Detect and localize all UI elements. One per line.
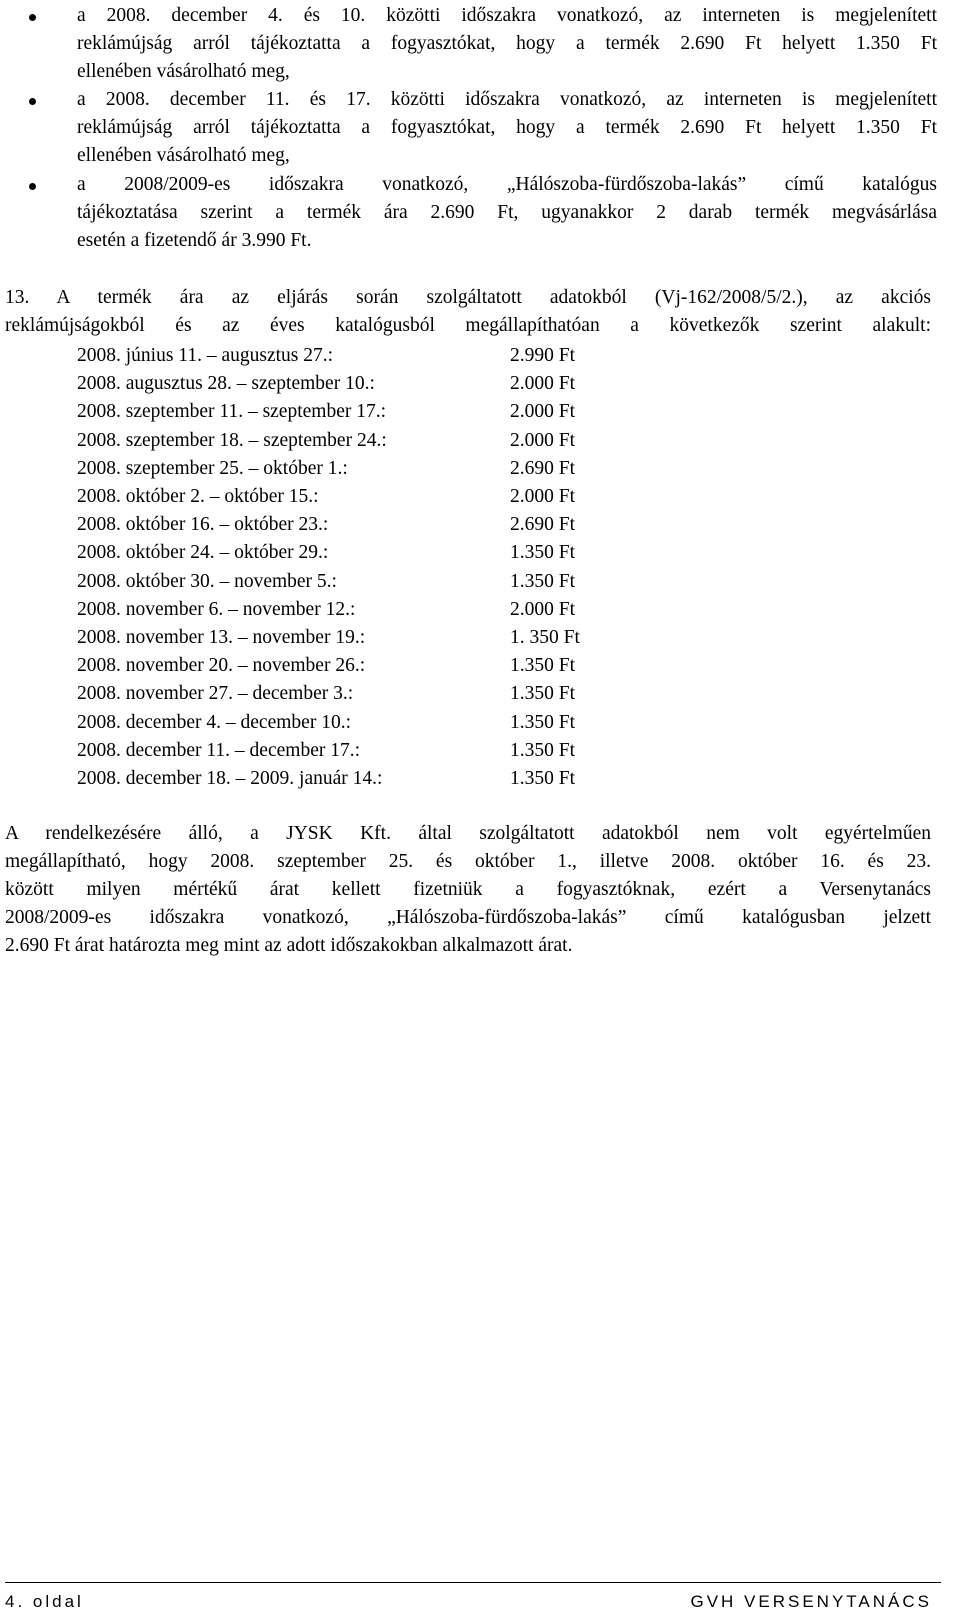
price-period: 2008. november 27. – december 3.: <box>77 683 354 705</box>
bullet-line: reklámújság arról tájékoztatta a fogyasztókat, hogy a termék 2.690 Ft helyett 1.350 Ft <box>77 117 937 138</box>
price-period: 2008. szeptember 18. – szeptember 24.: <box>77 429 387 451</box>
price-value: 2.000 Ft <box>510 429 576 451</box>
price-value: 2.990 Ft <box>510 345 576 366</box>
price-value: 1.350 Ft <box>510 655 576 677</box>
footer-page-number: 4. oldal <box>5 1592 84 1611</box>
price-period: 2008. november 13. – november 19.: <box>77 627 366 648</box>
price-value: 2.000 Ft <box>510 401 576 423</box>
paragraph-line: 2.690 Ft árat határozta meg mint az adott időszakokban alkalmazott árat. <box>5 935 573 956</box>
price-value: 2.000 Ft <box>510 486 576 507</box>
bullet-line: ellenében vásárolható meg, <box>77 145 290 166</box>
price-value: 1.350 Ft <box>510 570 576 592</box>
price-period: 2008. december 18. – 2009. január 14.: <box>77 768 383 789</box>
bullet-icon <box>29 98 36 105</box>
price-period: 2008. december 4. – december 10.: <box>77 711 351 733</box>
price-value: 1.350 Ft <box>510 711 576 733</box>
price-period: 2008. november 20. – november 26.: <box>77 655 366 677</box>
price-value: 1.350 Ft <box>510 739 576 761</box>
bullet-line: esetén a fizetendő ár 3.990 Ft. <box>77 230 312 251</box>
price-value: 2.690 Ft <box>510 514 576 536</box>
footer-organization: GVH VERSENYTANÁCS <box>690 1592 932 1611</box>
price-period: 2008. október 16. – október 23.: <box>77 514 329 536</box>
paragraph-line: 13. A termék ára az eljárás során szolgáltatott adatokból (Vj-162/2008/5/2.), az akciós <box>5 287 931 308</box>
bullet-icon <box>29 183 36 190</box>
paragraph-line: megállapítható, hogy 2008. szeptember 25. és október 1., illetve 2008. október 16. és 23. <box>5 851 931 872</box>
price-period: 2008. szeptember 11. – szeptember 17.: <box>77 401 387 423</box>
price-value: 1.350 Ft <box>510 683 576 705</box>
price-period: 2008. augusztus 28. – szeptember 10.: <box>77 373 375 395</box>
bullet-line: reklámújság arról tájékoztatta a fogyasztókat, hogy a termék 2.690 Ft helyett 1.350 Ft <box>77 33 937 54</box>
price-period: 2008. november 6. – november 12.: <box>77 598 356 620</box>
price-value: 1.350 Ft <box>510 542 576 564</box>
price-period: 2008. október 2. – október 15.: <box>77 486 319 507</box>
price-period: 2008. december 11. – december 17.: <box>77 739 361 761</box>
price-value: 1. 350 Ft <box>510 627 580 648</box>
bullet-icon <box>29 14 36 21</box>
footer-divider <box>5 1582 941 1583</box>
bullet-line: a 2008. december 11. és 17. közötti időszakra vonatkozó, az interneten is megjelenített <box>77 89 937 110</box>
paragraph-line: 2008/2009-es időszakra vonatkozó, „Hálószoba-fürdőszoba-lakás” című katalógusban jelzett <box>5 907 931 928</box>
bullet-line: ellenében vásárolható meg, <box>77 61 290 82</box>
price-period: 2008. szeptember 25. – október 1.: <box>77 457 348 479</box>
paragraph-line: A rendelkezésére álló, a JYSK Kft. által szolgáltatott adatokból nem volt egyértelműen <box>5 823 931 844</box>
paragraph-line: reklámújságokból és az éves katalógusból megállapíthatóan a következők szerint alakult: <box>5 315 931 336</box>
price-value: 1.350 Ft <box>510 768 576 789</box>
price-period: 2008. június 11. – augusztus 27.: <box>77 345 334 366</box>
price-value: 2.000 Ft <box>510 373 576 395</box>
bullet-line: a 2008/2009-es időszakra vonatkozó, „Hálószoba-fürdőszoba-lakás” című katalógus <box>77 174 937 195</box>
bullet-line: tájékoztatása szerint a termék ára 2.690 Ft, ugyanakkor 2 darab termék megvásárlása <box>77 202 937 223</box>
bullet-line: a 2008. december 4. és 10. közötti időszakra vonatkozó, az interneten is megjelenített <box>77 5 937 26</box>
paragraph-line: között milyen mértékű árat kellett fizetniük a fogyasztóknak, ezért a Versenytanács <box>5 879 931 900</box>
price-value: 2.000 Ft <box>510 598 576 620</box>
price-period: 2008. október 30. – november 5.: <box>77 570 337 592</box>
price-period: 2008. október 24. – október 29.: <box>77 542 329 564</box>
price-value: 2.690 Ft <box>510 457 576 479</box>
